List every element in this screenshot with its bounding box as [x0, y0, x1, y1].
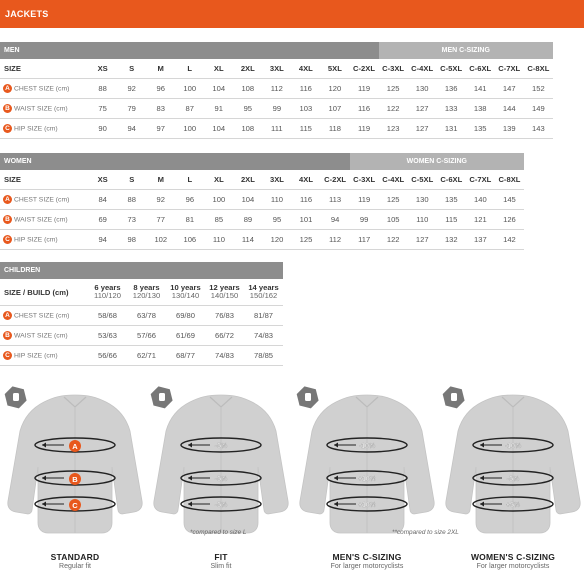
measure-label-text: HIP SIZE (cm)	[14, 352, 58, 360]
men-table-cell: 144	[495, 99, 524, 119]
men-table-cell: 139	[495, 119, 524, 139]
men-size-col-header: 2XL	[233, 59, 262, 79]
men-size-col-header: S	[117, 59, 146, 79]
fit-figure	[294, 383, 440, 538]
men-table-cell: 107	[320, 99, 349, 119]
age-label: 12 years	[209, 283, 240, 292]
children-table-cell: 81/87	[244, 306, 283, 326]
men-table-cell: 75	[88, 99, 117, 119]
children-table-cell: 74/83	[244, 326, 283, 346]
men-table-cell: 112	[262, 79, 291, 99]
men-table-cell: 118	[320, 119, 349, 139]
fit-footnote: *compared to size L	[190, 529, 247, 536]
men-table-cell: 131	[437, 119, 466, 139]
build-label: 110/120	[94, 291, 121, 300]
men-table-cell: 116	[291, 79, 320, 99]
men-table-cell: 90	[88, 119, 117, 139]
women-size-header: SIZE	[0, 170, 88, 190]
men-size-col-header: 3XL	[262, 59, 291, 79]
women-size-col-header: C-6XL	[437, 170, 466, 190]
women-table-cell: 120	[262, 230, 291, 250]
children-table-cell: 62/71	[127, 346, 166, 366]
men-table-cell: 97	[146, 119, 175, 139]
women-table-cell: 101	[291, 210, 320, 230]
children-age-header	[166, 279, 205, 306]
men-table-cell: 133	[437, 99, 466, 119]
jacket-illustration	[2, 383, 148, 538]
men-size-table	[0, 42, 553, 139]
men-table-cell: 152	[524, 79, 553, 99]
measure-label-text: HIP SIZE (cm)	[14, 236, 58, 244]
children-table-cell: 53/63	[88, 326, 127, 346]
women-table-cell: 73	[117, 210, 146, 230]
fit-figure	[148, 383, 294, 538]
children-measure-row	[0, 306, 283, 326]
children-table-cell: 76/83	[205, 306, 244, 326]
fit-subtitle: Slim fit	[210, 563, 232, 570]
women-table-cell: 94	[321, 210, 350, 230]
children-table-cell: 74/83	[205, 346, 244, 366]
men-table-cell: 95	[233, 99, 262, 119]
fit-title: STANDARD	[50, 552, 100, 562]
children-table-cell: 58/68	[88, 306, 127, 326]
women-table-cell: 117	[350, 230, 379, 250]
women-table-cell: 100	[204, 190, 233, 210]
men-table-cell: 123	[379, 119, 408, 139]
fit-caption	[2, 552, 148, 570]
women-table-cell: 119	[350, 190, 379, 210]
children-measure-label	[0, 326, 88, 346]
women-table-cell: 135	[437, 190, 466, 210]
women-table-cell: 115	[437, 210, 466, 230]
men-table-cell: 108	[233, 119, 262, 139]
men-size-col-header: XL	[204, 59, 233, 79]
women-size-table	[0, 153, 524, 250]
women-size-col-header: XS	[88, 170, 117, 190]
men-size-col-header: M	[146, 59, 175, 79]
fit-subtitle: For larger motorcyclists	[476, 563, 550, 570]
men-group-row	[0, 42, 553, 59]
men-table-cell: 104	[204, 79, 233, 99]
children-measure-label	[0, 306, 88, 326]
women-table-cell: 69	[88, 210, 117, 230]
children-table-cell: 78/85	[244, 346, 283, 366]
women-table-cell: 112	[321, 230, 350, 250]
children-table-cell: 61/69	[166, 326, 205, 346]
men-size-col-header: L	[175, 59, 204, 79]
build-label: 120/130	[132, 291, 161, 300]
measure-badge-b: B	[3, 215, 12, 224]
age-label: 14 years	[248, 283, 279, 292]
fit-icon-glyph	[451, 393, 457, 401]
page-banner: JACKETS	[0, 0, 584, 28]
women-group-row	[0, 153, 524, 170]
measure-marker-label: C	[72, 500, 78, 510]
women-table-cell: 145	[495, 190, 524, 210]
men-table-cell: 136	[437, 79, 466, 99]
women-table-cell: 92	[146, 190, 175, 210]
children-group-row	[0, 262, 283, 279]
age-label: 8 years	[133, 283, 160, 292]
men-table-cell: 96	[146, 79, 175, 99]
men-table-cell: 91	[204, 99, 233, 119]
children-table-cell: 66/72	[205, 326, 244, 346]
women-table-cell: 95	[262, 210, 291, 230]
women-table-cell: 105	[379, 210, 408, 230]
women-table-cell: 102	[146, 230, 175, 250]
women-size-col-header: C-2XL	[321, 170, 350, 190]
men-table-cell: 116	[349, 99, 378, 119]
men-table-cell: 87	[175, 99, 204, 119]
women-size-col-header: 4XL	[291, 170, 320, 190]
women-measure-row	[0, 190, 524, 210]
measure-label-text: CHEST SIZE (cm)	[14, 85, 70, 93]
women-table-cell: 142	[495, 230, 524, 250]
men-table-cell: 122	[379, 99, 408, 119]
men-table-cell: 149	[524, 99, 553, 119]
fit-subtitle: Regular fit	[59, 563, 91, 570]
men-table-cell: 127	[408, 119, 437, 139]
women-table-cell: 122	[379, 230, 408, 250]
women-table-cell: 85	[204, 210, 233, 230]
children-measure-label	[0, 346, 88, 366]
fit-delta-label: +10%	[357, 502, 377, 509]
children-table-cell: 69/80	[166, 306, 205, 326]
jacket-illustration	[148, 383, 294, 538]
fit-delta-label: -5%	[214, 476, 228, 483]
women-table-cell: 94	[88, 230, 117, 250]
measure-badge-c: C	[3, 235, 12, 244]
fit-figure	[2, 383, 148, 538]
men-table-cell: 83	[146, 99, 175, 119]
men-table-cell: 79	[117, 99, 146, 119]
women-table-cell: 81	[175, 210, 204, 230]
men-table-cell: 119	[349, 79, 378, 99]
women-csizing-label: WOMEN C-SIZING	[350, 153, 524, 170]
women-size-col-header: C-5XL	[408, 170, 437, 190]
children-age-header	[244, 279, 283, 306]
women-table-cell: 96	[175, 190, 204, 210]
children-age-header	[127, 279, 166, 306]
women-measure-label	[0, 230, 88, 250]
women-table-cell: 89	[233, 210, 262, 230]
men-group-label: MEN	[0, 42, 379, 59]
women-table-cell: 113	[321, 190, 350, 210]
women-table-cell: 126	[495, 210, 524, 230]
men-size-col-header: C-7XL	[495, 59, 524, 79]
children-header-row	[0, 279, 283, 306]
men-table-cell: 125	[379, 79, 408, 99]
men-table-cell: 100	[175, 119, 204, 139]
children-measure-row	[0, 346, 283, 366]
measure-badge-c: C	[3, 351, 12, 360]
fit-icon-glyph	[305, 393, 311, 401]
men-table-cell: 92	[117, 79, 146, 99]
women-table-cell: 125	[379, 190, 408, 210]
women-table-cell: 98	[117, 230, 146, 250]
jacket-illustration	[294, 383, 440, 538]
women-table-cell: 116	[291, 190, 320, 210]
women-table-cell: 110	[204, 230, 233, 250]
men-size-col-header: C-4XL	[408, 59, 437, 79]
measure-badge-b: B	[3, 331, 12, 340]
men-size-col-header: XS	[88, 59, 117, 79]
women-measure-row	[0, 210, 524, 230]
fit-title: MEN'S C-SIZING	[332, 552, 402, 562]
fit-delta-label: -10%	[504, 443, 522, 450]
women-measure-row	[0, 230, 524, 250]
women-size-col-header: C-7XL	[466, 170, 495, 190]
fit-icon-glyph	[159, 393, 165, 401]
fit-figure	[440, 383, 584, 538]
men-table-cell: 100	[175, 79, 204, 99]
men-measure-row	[0, 99, 553, 119]
age-label: 6 years	[94, 283, 121, 292]
women-table-cell: 110	[262, 190, 291, 210]
fit-delta-label: +10%	[357, 476, 377, 483]
women-table-cell: 99	[350, 210, 379, 230]
fit-title: FIT	[214, 552, 228, 562]
men-size-header: SIZE	[0, 59, 88, 79]
fit-caption	[148, 552, 294, 570]
children-measure-row	[0, 326, 283, 346]
measure-badge-a: A	[3, 311, 12, 320]
measure-badge-c: C	[3, 124, 12, 133]
men-table-cell: 147	[495, 79, 524, 99]
men-size-col-header: C-3XL	[379, 59, 408, 79]
fit-caption	[440, 552, 584, 570]
women-table-cell: 127	[408, 230, 437, 250]
women-size-col-header: 2XL	[233, 170, 262, 190]
women-table-cell: 140	[466, 190, 495, 210]
women-table-cell: 84	[88, 190, 117, 210]
build-label: 130/140	[171, 291, 200, 300]
women-table-cell: 132	[437, 230, 466, 250]
women-table-cell: 121	[466, 210, 495, 230]
children-age-header	[205, 279, 244, 306]
measure-label-text: CHEST SIZE (cm)	[14, 196, 70, 204]
measure-label-text: CHEST SIZE (cm)	[14, 312, 70, 320]
men-table-cell: 111	[262, 119, 291, 139]
women-measure-label	[0, 210, 88, 230]
fit-subtitle: For larger motorcyclists	[330, 563, 404, 570]
fit-delta-label: -5%	[506, 476, 520, 483]
men-size-col-header: 5XL	[320, 59, 349, 79]
men-measure-row	[0, 79, 553, 99]
fit-delta-label: -5%	[214, 443, 228, 450]
men-size-col-header: C-2XL	[349, 59, 378, 79]
women-size-col-header: S	[117, 170, 146, 190]
men-table-cell: 138	[466, 99, 495, 119]
fit-icon-glyph	[13, 393, 19, 401]
men-table-cell: 135	[466, 119, 495, 139]
women-table-cell: 130	[408, 190, 437, 210]
measure-label-text: WAIST SIZE (cm)	[14, 332, 68, 340]
men-table-cell: 143	[524, 119, 553, 139]
women-group-label: WOMEN	[0, 153, 350, 170]
children-table-cell: 68/77	[166, 346, 205, 366]
men-size-col-header: 4XL	[291, 59, 320, 79]
men-table-cell: 104	[204, 119, 233, 139]
men-table-cell: 99	[262, 99, 291, 119]
age-label: 10 years	[170, 283, 201, 292]
measure-label-text: WAIST SIZE (cm)	[14, 105, 68, 113]
men-measure-row	[0, 119, 553, 139]
men-table-cell: 94	[117, 119, 146, 139]
women-size-col-header: 3XL	[262, 170, 291, 190]
children-table-cell: 63/78	[127, 306, 166, 326]
children-table-cell: 57/66	[127, 326, 166, 346]
men-size-col-header: C-5XL	[437, 59, 466, 79]
women-size-col-header: C-4XL	[379, 170, 408, 190]
measure-label-text: WAIST SIZE (cm)	[14, 216, 68, 224]
men-measure-label	[0, 119, 88, 139]
men-size-col-header: C-8XL	[524, 59, 553, 79]
fit-delta-label: +5%	[505, 502, 521, 509]
measure-marker-label: B	[72, 474, 78, 484]
men-table-cell: 130	[408, 79, 437, 99]
measure-badge-a: A	[3, 195, 12, 204]
fit-footnote: **compared to size 2XL	[392, 529, 459, 536]
men-table-cell: 88	[88, 79, 117, 99]
men-csizing-label: MEN C-SIZING	[379, 42, 553, 59]
fit-delta-label: -10%	[358, 443, 376, 450]
men-table-cell: 115	[291, 119, 320, 139]
build-label: 140/150	[210, 291, 239, 300]
fit-title: WOMEN'S C-SIZING	[470, 552, 556, 562]
men-table-cell: 103	[291, 99, 320, 119]
men-header-row	[0, 59, 553, 79]
women-size-col-header: XL	[204, 170, 233, 190]
men-table-cell: 108	[233, 79, 262, 99]
children-size-table	[0, 262, 283, 366]
measure-badge-b: B	[3, 104, 12, 113]
women-table-cell: 104	[233, 190, 262, 210]
women-size-col-header: C-8XL	[495, 170, 524, 190]
men-measure-label	[0, 99, 88, 119]
women-table-cell: 88	[117, 190, 146, 210]
build-label: 150/162	[249, 291, 278, 300]
women-table-cell: 110	[408, 210, 437, 230]
men-table-cell: 127	[408, 99, 437, 119]
women-table-cell: 114	[233, 230, 262, 250]
fit-delta-label: -5%	[214, 502, 228, 509]
men-table-cell: 119	[349, 119, 378, 139]
women-table-cell: 106	[175, 230, 204, 250]
women-table-cell: 77	[146, 210, 175, 230]
women-size-col-header: M	[146, 170, 175, 190]
measure-marker-label: A	[72, 441, 78, 451]
children-table-cell: 56/66	[88, 346, 127, 366]
men-measure-label	[0, 79, 88, 99]
children-age-header	[88, 279, 127, 306]
men-size-col-header: C-6XL	[466, 59, 495, 79]
measure-label-text: HIP SIZE (cm)	[14, 125, 58, 133]
children-group-label: CHILDREN	[0, 262, 283, 279]
women-table-cell: 137	[466, 230, 495, 250]
women-size-col-header: L	[175, 170, 204, 190]
women-header-row	[0, 170, 524, 190]
women-measure-label	[0, 190, 88, 210]
measure-badge-a: A	[3, 84, 12, 93]
children-size-header: SIZE / BUILD (cm)	[0, 279, 88, 306]
men-table-cell: 141	[466, 79, 495, 99]
women-size-col-header: C-3XL	[350, 170, 379, 190]
men-table-cell: 120	[320, 79, 349, 99]
fit-caption	[294, 552, 440, 570]
women-table-cell: 125	[291, 230, 320, 250]
jacket-illustration	[440, 383, 584, 538]
